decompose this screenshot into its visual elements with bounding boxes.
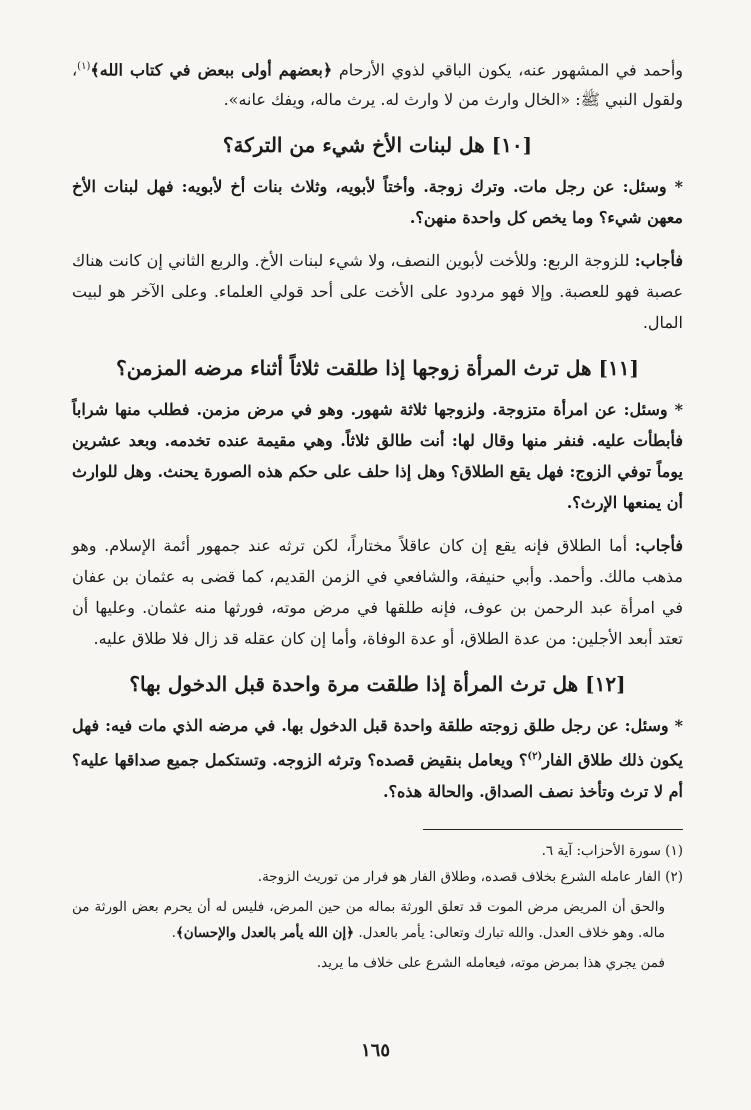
footnote-ref[interactable]: (١) bbox=[77, 61, 91, 72]
section-heading-11: [١١] هل ترث المرأة زوجها إذا طلقت ثلاثاً أثناء مرضه المزمن؟ bbox=[116, 356, 639, 381]
page-number: ١٦٥ bbox=[360, 1040, 390, 1061]
question-10: * وسئل: عن رجل مات. وترك زوجة. وأختاً لأبويه، وثلاث بنات أخ لأبويه: فهل لبنات الأخ معهن شيء؟ وما يخص كل واحدة منهن؟. bbox=[72, 177, 683, 228]
footnote-2-last: فمن يجري هذا بمرض موته، فيعامله الشرع على خلاف ما يريد. bbox=[316, 954, 665, 971]
question-11: * وسئل: عن امرأة متزوجة. ولزوجها ثلاثة شهور. وهو في مرض مزمن. فطلب منها شراباً فأبطأت عليه. فنفر منها وقال لها: أنت طالق ثلاثاً. وهي مقيمة عنده تخدمه. وبعد عشرين يوماً توفي الزوج: فهل يقع الطلاق؟ وهل إذا حلف على حكم هذه الصورة يحنث. وهل للوارث أن يمنعها الإرث؟. bbox=[72, 400, 683, 513]
footnote-2-body: والحق أن المريض مرض الموت قد تعلق الورثة بماله من حين المرض، فليس له أن يحرم بعض الورثة من ماله. وهو خلاف العدل. والله تبارك وتعالى: يأمر بالعدل. ﴿إن الله يأمر بالعدل والإحسان﴾. bbox=[72, 898, 665, 941]
footnote-divider bbox=[423, 829, 683, 830]
quran-quote: ﴿بعضهم أولى ببعض في كتاب الله﴾ bbox=[90, 60, 333, 80]
footnote-ref[interactable]: (٢) bbox=[527, 751, 543, 763]
quran-quote: ﴿إن الله يأمر بالعدل والإحسان﴾ bbox=[175, 924, 355, 941]
continuation-paragraph: وأحمد في المشهور عنه، يكون الباقي لذوي الأرحام ﴿بعضهم أولى ببعض في كتاب الله﴾$^{(١)}$، ولقول النبي ﷺ: «الخال وارث من لا وارث له. يرث ماله، ويفك عانه». bbox=[72, 60, 683, 110]
answer-11: فأجاب: أما الطلاق فإنه يقع إن كان عاقلاً مختاراً، لكن ترثه عند جمهور أئمة الإسلام. وهو مذهب مالك. وأحمد. وأبي حنيفة، والشافعي في الزمن القديم، كما قضى به عثمان بن عفان في امرأة عبد الرحمن بن عوف، فإنه طلقها في مرض موته، فورثها منه عثمان. وعليها أن تعتد أبعد الأجلين: من عدة الطلاق، أو عدة الوفاة، وأما إن كان عقله قد زال فلا طلاق عليه. bbox=[72, 536, 683, 649]
question-12: * وسئل: عن رجل طلق زوجته طلقة واحدة قبل الدخول بها. في مرضه الذي مات فيه: فهل يكون ذلك طلاق الفار$^{(٢)}$؟ ويعامل بنقيض قصده؟ وترثه الزوجه. وتستكمل جميع صداقها عليه؟ أم لا ترث وتأخذ نصف الصداق. والحالة هذه؟. bbox=[72, 716, 683, 801]
answer-10: فأجاب: للزوجة الربع: وللأخت لأبوين النصف، ولا شيء لبنات الأخ. والربع الثاني إن كانت هناك عصبة فهو للعصبة. وإلا فهو مردود على الأخت على أحد قولي العلماء. وعلى الآخر هو لبيت المال. bbox=[72, 251, 683, 333]
section-heading-10: [١٠] هل لبنات الأخ شيء من التركة؟ bbox=[222, 133, 533, 158]
footnote-2: (٢) الفار عامله الشرع بخلاف قصده، وطلاق الفار هو فرار من توريث الزوجة. bbox=[257, 868, 683, 885]
footnote-1: (١) سورة الأحزاب: آية ٦. bbox=[541, 842, 683, 859]
section-heading-12: [١٢] هل ترث المرأة إذا طلقت مرة واحدة قبل الدخول بها؟ bbox=[129, 672, 626, 697]
